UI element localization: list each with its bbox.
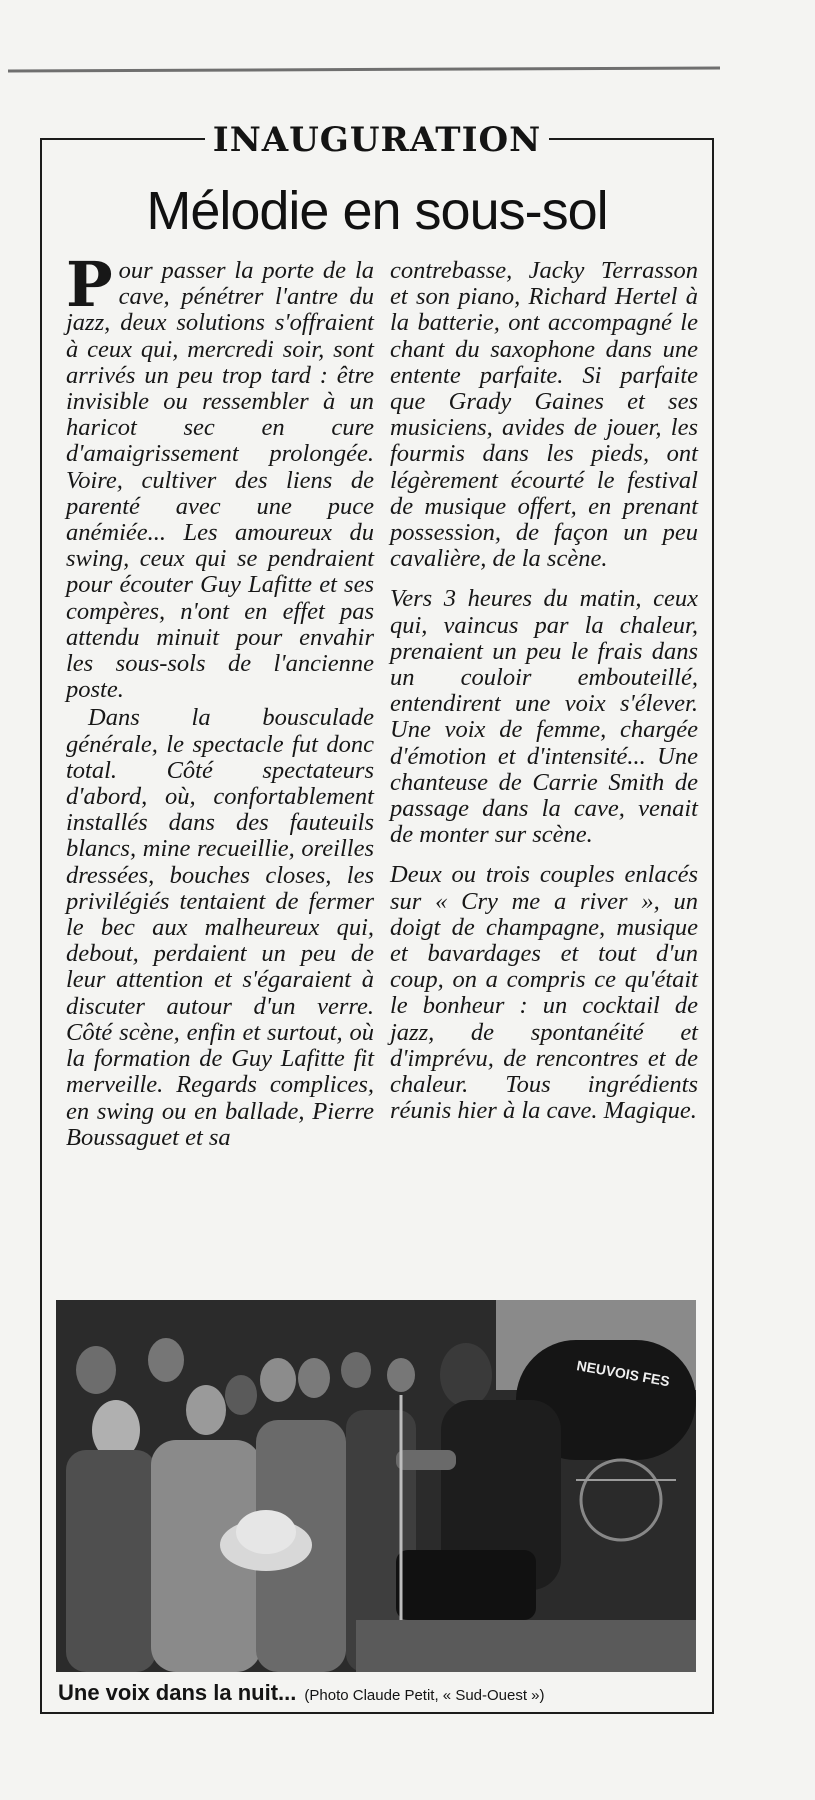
concert-photo-drawing [56,1300,696,1672]
article-headline: Mélodie en sous-sol [146,181,608,241]
caption-text: Une voix dans la nuit... [58,1680,297,1705]
photo-caption [58,1680,545,1706]
drop-cap: P [66,248,113,321]
paragraph: Dans la bousculade générale, le spectacle fut donc total. Côté spectateurs d'abord, où, confortablement installés dans des fauteuils blancs, mine recueillie, oreilles dressées, bouches closes, les privilégiés tentaient de fermer le bec aux malheureux qui, debout, perdaient un peu de leur attention et s'égaraient à discuter autour d'un verre. Côté scène, enfin et surtout, où la formation de Guy Lafitte fit merveille. Regards complices, en swing ou en ballade, Pierre Boussaguet et sa [66,704,374,1151]
paragraph: contrebasse, Jacky Terrasson et son piano, Richard Hertel à la batterie, ont accompagné le chant du saxophone dans une entente parfaite. Si parfaite que Grady Gaines et ses musiciens, avides de jouer, les fourmis dans les pieds, ont légèrement écourté le festival de musique offert, en prenant possession, de façon un peu cavalière, de la scène. [390,257,698,573]
kicker-wrap [42,120,712,160]
right-column [390,258,698,1125]
concert-photo [56,1300,696,1672]
left-column [66,248,374,1151]
top-rule [8,66,720,72]
paragraph [66,248,374,704]
paragraph-text: our passer la porte de la cave, pénétrer l'antre du jazz, deux solutions s'offraient à ceux qui, mercredi soir, sont arrivés un peu trop tard : être invisible ou ressembler à un haricot sec en cure d'amaigrissement prolongée. Voire, cultiver des liens de parenté avec une puce anémiée... Les amoureux du swing, ceux qui se pendraient pour écouter Guy Lafitte et ses compères, n'ont en effet pas attendu minuit pour envahir les sous-sols de l'ancienne poste. [66,257,374,704]
paragraph: Deux ou trois couples enlacés sur « Cry me a river », un doigt de champagne, musique et bavardages et tout d'un coup, on a compris ce qu'était le bonheur : un cocktail de jazz, de spontanéité et d'imprévu, de rencontres et de chaleur. Tous ingrédients réunis hier à la cave. Magique. [390,861,698,1125]
photo-credit: (Photo Claude Petit, « Sud-Ouest ») [304,1687,545,1704]
article-kicker: INAUGURATION [205,120,549,160]
banner-text: NEUVOIS FES [575,1357,671,1390]
article-frame [40,120,714,1714]
paragraph: Vers 3 heures du matin, ceux qui, vaincus par la chaleur, prenaient un peu le frais dans un couloir embouteillé, entendirent une voix s'élever. Une voix de femme, chargée d'émotion et d'intensité... Une chanteuse de Carrie Smith de passage dans la cave, venait de monter sur scène. [390,585,698,849]
